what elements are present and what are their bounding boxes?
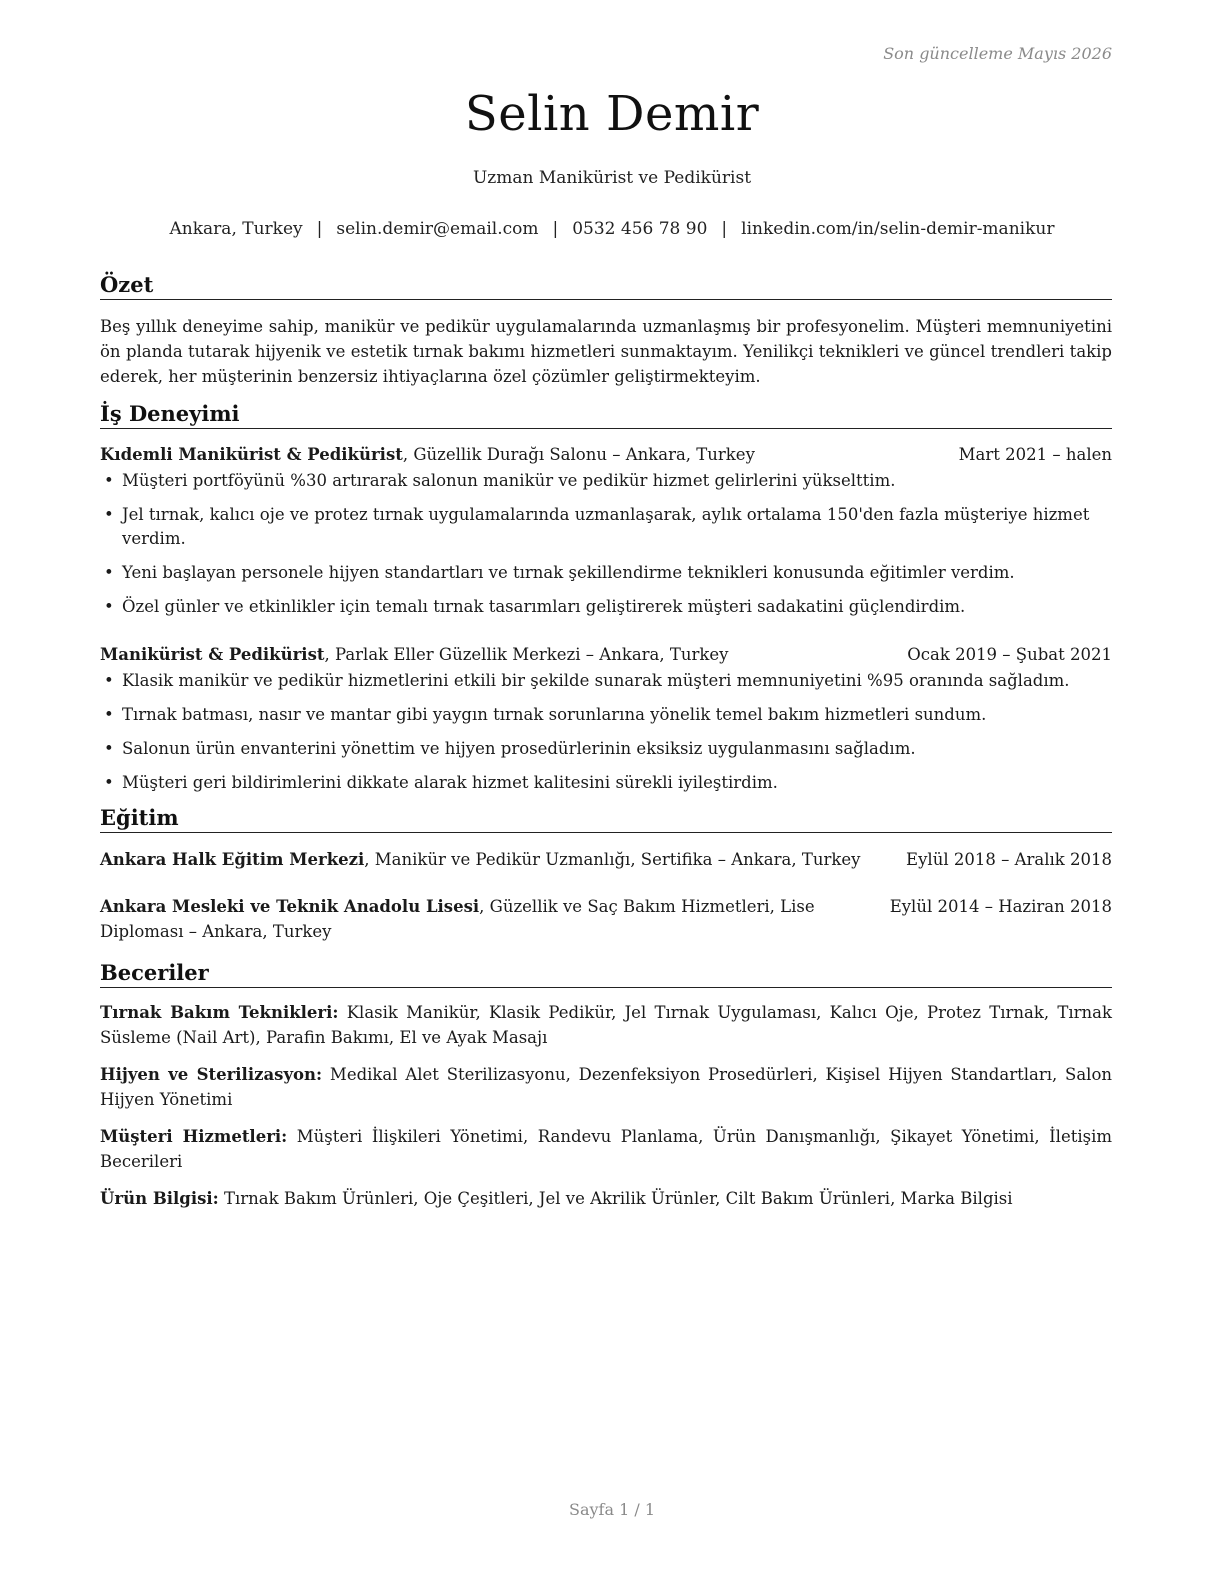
job-header: [100, 443, 1112, 467]
skill-group: [100, 1000, 1112, 1050]
candidate-name: Selin Demir: [464, 86, 760, 142]
skill-group: [100, 1186, 1112, 1211]
bullet-item: • Özel günler ve etkinlikler için temalı tırnak tasarımları geliştirerek müşteri sadakatini güçlendirdim.: [100, 595, 1112, 619]
skill-group: [100, 1062, 1112, 1112]
education-entry: [100, 847, 1112, 872]
job-role: Kıdemli Manikürist & Pedikürist: [100, 445, 403, 464]
contact-separator: |: [552, 219, 559, 239]
bullet-item: • Müşteri portföyünü %30 artırarak salonun manikür ve pedikür hizmet gelirlerini yükselttim.: [100, 469, 1112, 493]
job-employer: , Güzellik Durağı Salonu – Ankara, Turkey: [402, 445, 755, 464]
job-employer: , Parlak Eller Güzellik Merkezi – Ankara, Turkey: [324, 645, 729, 664]
job-header: [100, 643, 1112, 667]
job-title-line: [100, 443, 755, 467]
contact-separator: |: [721, 219, 728, 239]
bullet-item: • Salonun ürün envanterini yönettim ve hijyen prosedürlerinin eksiksiz uygulanmasını sağladım.: [100, 737, 1112, 761]
summary-text: Beş yıllık deneyime sahip, manikür ve pedikür uygulamalarında uzmanlaşmış bir profesyonelim. Müşteri memnuniyetini ön planda tutarak hijyenik ve estetik tırnak bakımı hizmetleri sunmaktayım. Yenilikçi teknikleri ve güncel trendleri takip ederek, her müşterinin benzersiz ihtiyaçlarına özel çözümler geliştirmekteyim.: [100, 317, 1112, 386]
contact-linkedin[interactable]: linkedin.com/in/selin-demir-manikur: [741, 219, 1055, 239]
job-dates: Ocak 2019 – Şubat 2021: [907, 645, 1112, 664]
job-title-line: [100, 643, 728, 667]
bullet-item: • Tırnak batması, nasır ve mantar gibi yaygın tırnak sorunlarına yönelik temel bakım hizmetleri sundum.: [100, 703, 1112, 727]
job-role: Manikürist & Pedikürist: [100, 645, 325, 664]
skill-label: Ürün Bilgisi:: [100, 1189, 219, 1208]
education-school: Ankara Mesleki ve Teknik Anadolu Lisesi: [100, 897, 480, 916]
job-bullets: [100, 669, 1112, 795]
education-detail: , Manikür ve Pedikür Uzmanlığı, Sertifika – Ankara, Turkey: [364, 850, 861, 869]
bullet-item: • Müşteri geri bildirimlerini dikkate alarak hizmet kalitesini sürekli iyileştirdim.: [100, 771, 1112, 795]
bullet-item: • Yeni başlayan personele hijyen standartları ve tırnak şekillendirme teknikleri konusunda eğitimler verdim.: [100, 561, 1112, 585]
skill-label: Tırnak Bakım Teknikleri:: [100, 1003, 339, 1022]
experience-heading: İş Deneyimi: [100, 401, 1112, 429]
skill-list: Medikal Alet Sterilizasyonu, Dezenfeksiyon Prosedürleri, Kişisel Hijyen Standartları, Salon Hijyen Yönetimi: [100, 1065, 1112, 1109]
job-entry: [100, 443, 1112, 619]
education-school: Ankara Halk Eğitim Merkezi: [100, 850, 365, 869]
job-bullets: [100, 469, 1112, 619]
resume-content: [100, 272, 1112, 1211]
education-dates: Eylül 2014 – Haziran 2018: [889, 897, 1112, 916]
summary-heading: Özet: [100, 272, 1112, 300]
page-number: Sayfa 1 / 1: [568, 1500, 655, 1519]
bullet-item: • Klasik manikür ve pedikür hizmetlerini etkili bir şekilde sunarak müşteri memnuniyetini %95 oranında sağladım.: [100, 669, 1112, 693]
skill-list: Müşteri İlişkileri Yönetimi, Randevu Planlama, Ürün Danışmanlığı, Şikayet Yönetimi, İletişim Becerileri: [100, 1127, 1113, 1171]
contact-email[interactable]: selin.demir@email.com: [336, 219, 539, 239]
contact-separator: |: [316, 219, 323, 239]
last-updated: Son güncelleme Mayıs 2026: [883, 44, 1112, 63]
education-dates: Eylül 2018 – Aralık 2018: [906, 850, 1112, 869]
skill-label: Hijyen ve Sterilizasyon:: [100, 1065, 323, 1084]
skill-group: [100, 1124, 1112, 1174]
job-entry: [100, 643, 1112, 795]
education-entry: [100, 894, 1112, 944]
skills-heading: Beceriler: [100, 960, 1112, 988]
job-dates: Mart 2021 – halen: [958, 445, 1112, 464]
contact-location: Ankara, Turkey: [169, 219, 303, 239]
bullet-item: • Jel tırnak, kalıcı oje ve protez tırnak uygulamalarında uzmanlaşarak, aylık ortalama 150'den fazla müşteriye hizmet verdim.: [100, 503, 1112, 551]
contact-line: [0, 219, 1224, 239]
skill-label: Müşteri Hizmetleri:: [100, 1127, 288, 1146]
education-heading: Eğitim: [100, 805, 1112, 833]
education-detail: , Güzellik ve Saç Bakım Hizmetleri, Lise Diploması – Ankara, Turkey: [100, 897, 815, 941]
job-title: Uzman Manikürist ve Pedikürist: [472, 168, 752, 188]
contact-phone[interactable]: 0532 456 78 90: [572, 219, 708, 239]
skill-list: Klasik Manikür, Klasik Pedikür, Jel Tırnak Uygulaması, Kalıcı Oje, Protez Tırnak, Tırnak Süsleme (Nail Art), Parafin Bakımı, El ve Ayak Masajı: [100, 1003, 1112, 1047]
skill-list: Tırnak Bakım Ürünleri, Oje Çeşitleri, Jel ve Akrilik Ürünler, Cilt Bakım Ürünleri, Marka Bilgisi: [218, 1189, 1013, 1208]
